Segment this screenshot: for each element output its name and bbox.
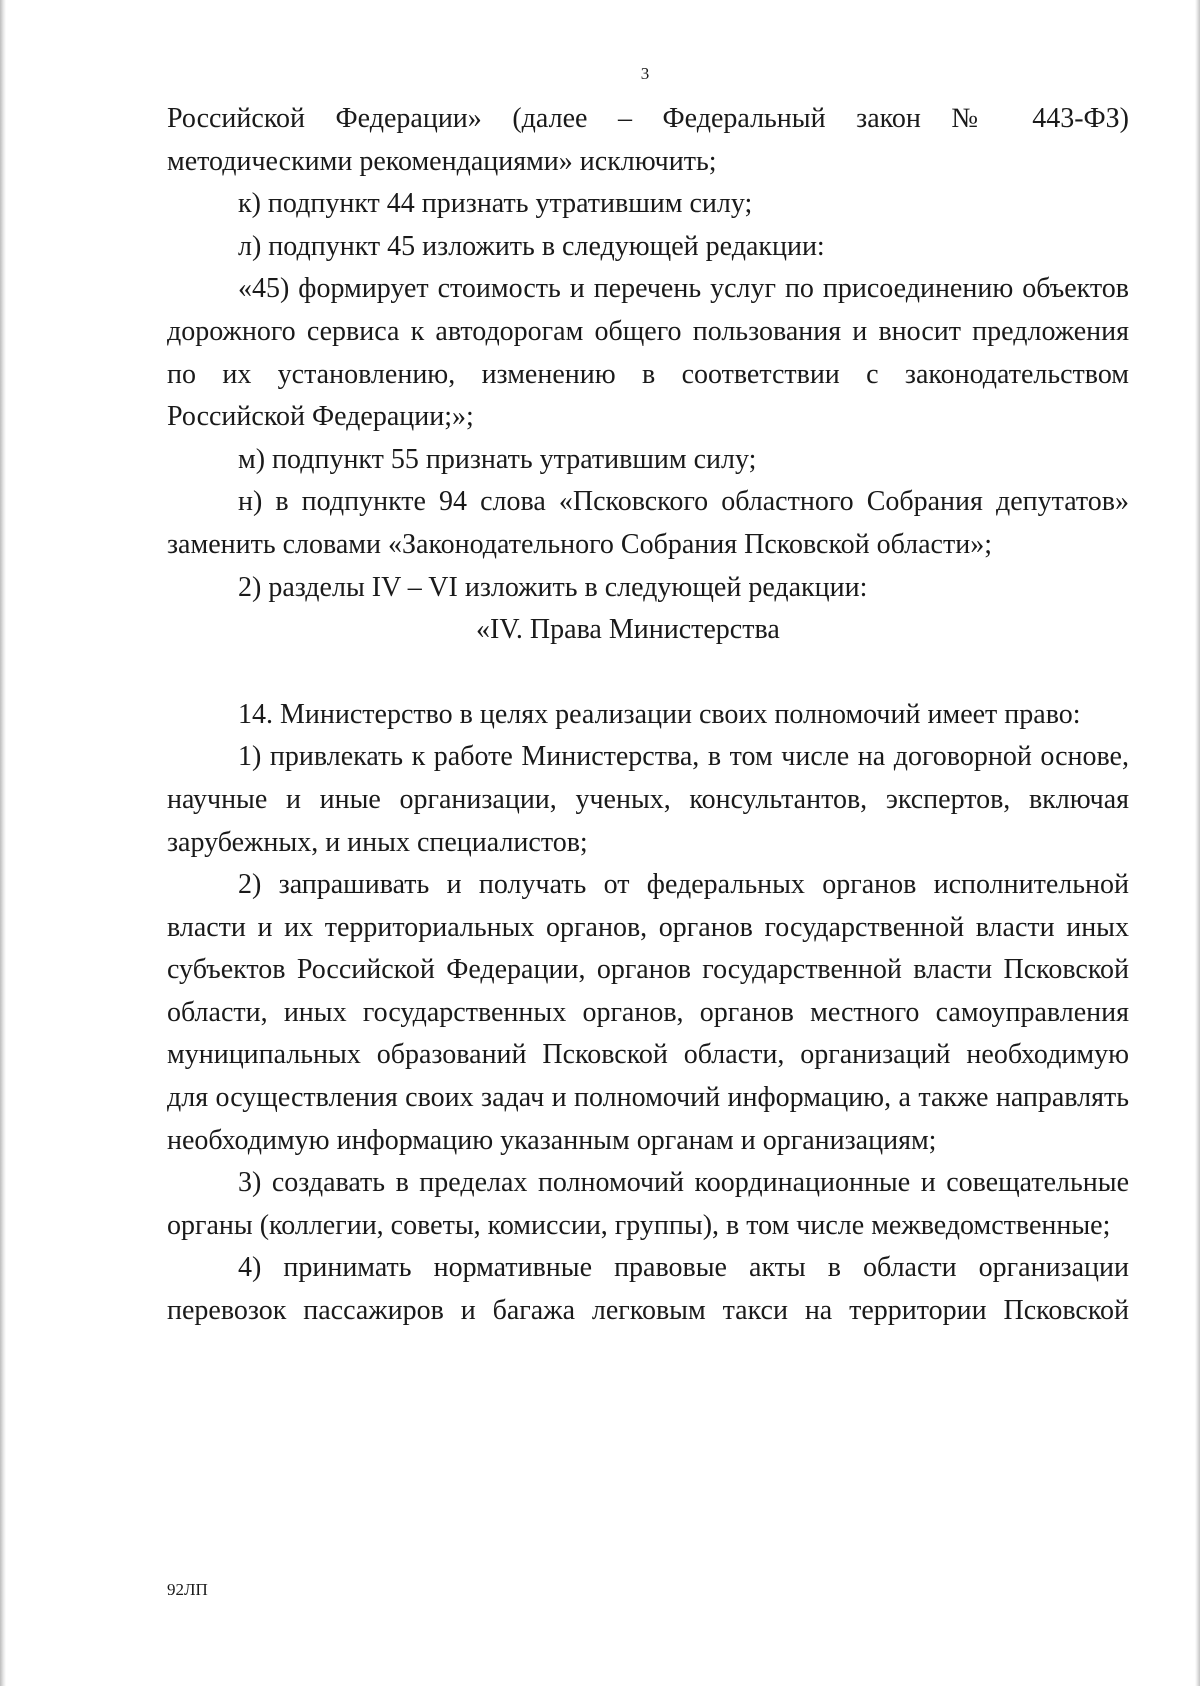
- paragraph: 2) разделы IV – VI изложить в следующей редакции:: [238, 571, 868, 603]
- heading-spacer: [167, 652, 1129, 694]
- paragraph: 3) создавать в пределах полномочий координационные и совещательные органы (коллегии, советы, комиссии, группы), в том числе межведомственные;: [167, 1167, 1129, 1241]
- paragraph: Российской Федерации» (далее – Федеральный закон № 443-ФЗ) методическими рекомендациями» исключить;: [167, 103, 1129, 177]
- paragraph: л) подпункт 45 изложить в следующей редакции:: [238, 230, 825, 262]
- paragraph: м) подпункт 55 признать утратившим силу;: [238, 443, 757, 475]
- scan-edge-right: [1195, 0, 1200, 1686]
- paragraphs-before-heading: [167, 98, 1129, 609]
- document-code: 92ЛП: [167, 1580, 208, 1599]
- paragraph: 14. Министерство в целях реализации своих полномочий имеет право:: [238, 698, 1081, 730]
- paragraph: н) в подпункте 94 слова «Псковского областного Собрания депутатов» заменить словами «Законодательного Собрания Псковской области»;: [167, 486, 1129, 560]
- paragraph: 2) запрашивать и получать от федеральных органов исполнительной власти и их территориальных органов, органов государственной власти иных субъектов Российской Федерации, органов государственной власти Псковской области, иных государственных органов, органов местного самоуправления муниципальных образований Псковской области, организаций необходимую для осуществления своих задач и полномочий информацию, а также направлять необходимую информацию указанным органам и организациям;: [167, 869, 1129, 1156]
- paragraph: к) подпункт 44 признать утратившим силу;: [238, 188, 753, 220]
- page-number: 3: [640, 64, 650, 83]
- section-heading: «IV. Права Министерства: [476, 614, 780, 646]
- scan-edge-left: [0, 0, 6, 1686]
- document-body: [167, 98, 1129, 1333]
- paragraph: 4) принимать нормативные правовые акты в области организации перевозок пассажиров и багажа легковым такси на территории Псковской: [167, 1252, 1129, 1327]
- paragraphs-after-heading: [167, 694, 1129, 1333]
- paragraph: 1) привлекать к работе Министерства, в том числе на договорной основе, научные и иные организации, ученых, консультантов, экспертов, включая зарубежных, и иных специалистов;: [167, 741, 1129, 858]
- paragraph: «45) формирует стоимость и перечень услуг по присоединению объектов дорожного сервиса к автодорогам общего пользования и вносит предложения по их установлению, изменению в соответствии с законодательством Российской Федерации;»;: [167, 273, 1129, 433]
